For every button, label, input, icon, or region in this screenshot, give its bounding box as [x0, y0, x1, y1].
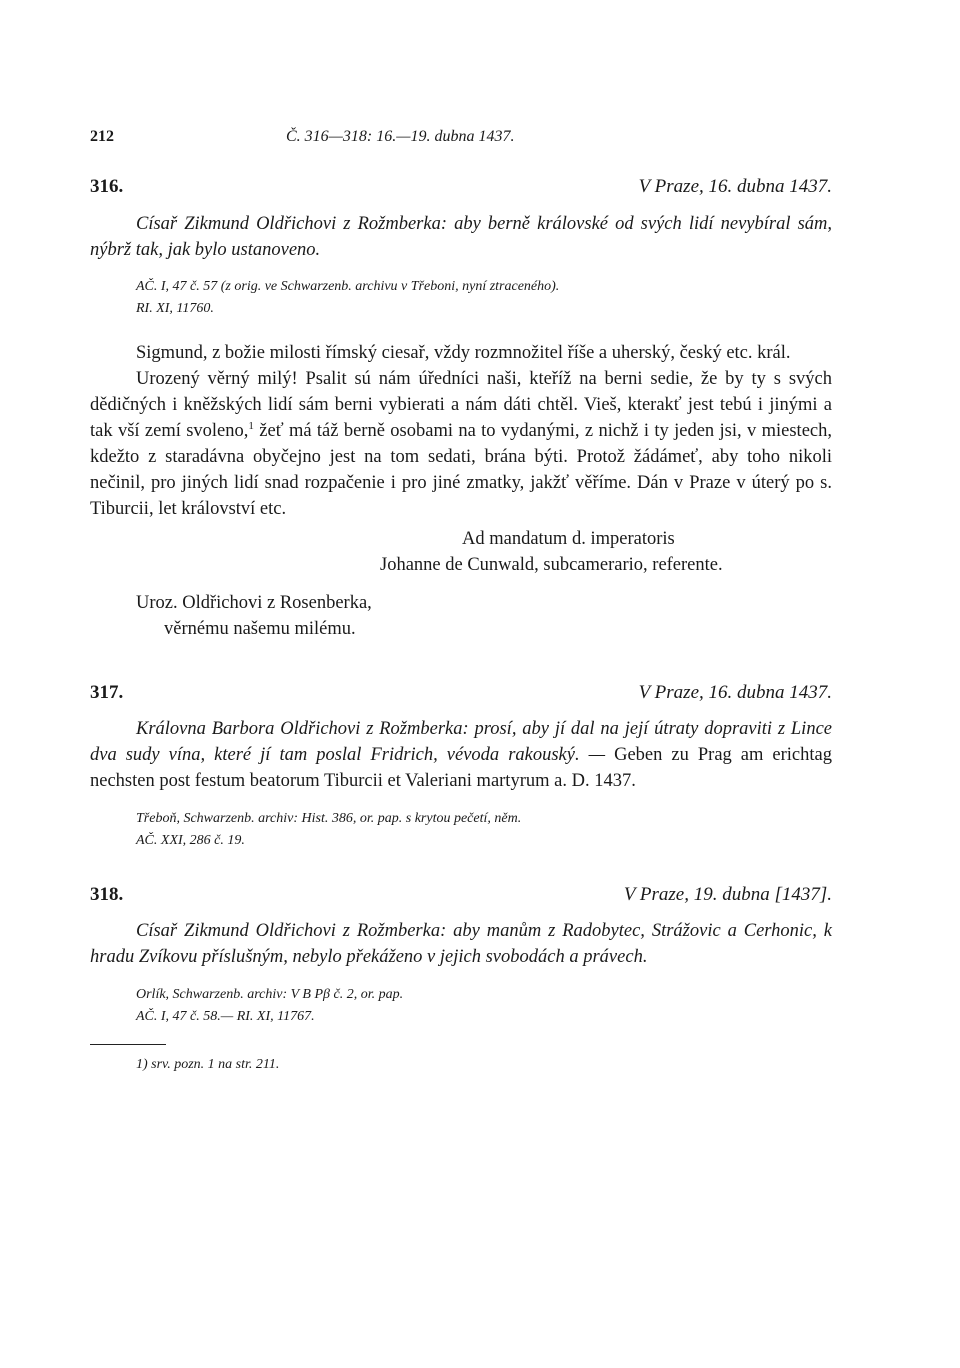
doc-316-body-part1: Urozený věrný milý! Psalit sú nám úředníci naši, kteříž na berni sedie, že by ty s svých dědičných i kněžských lidí sám berni vybierati a nám dáti chtěl. Vieš, kterakť jest tebú i jinými a tak vší zemí svoleno, — [90, 369, 832, 441]
doc-316-intitulatio: Sigmund, z božie milosti římský ciesař, vždy rozmnožitel říše a uherský, český etc. král. — [136, 343, 791, 363]
doc-316-place-date: V Praze, 16. dubna 1437. — [638, 176, 832, 197]
doc-317-source-line: Třeboň, Schwarzenb. archiv: Hist. 386, or. pap. s krytou pečetí, něm. — [136, 811, 522, 826]
footnote-mark: 1 — [248, 419, 254, 432]
doc-317-source-line: AČ. XXI, 286 č. 19. — [136, 833, 245, 848]
doc-317-source — [136, 808, 832, 852]
doc-316-signature-line2: Johanne de Cunwald, subcamerario, referente. — [380, 555, 723, 575]
doc-316-source-line: AČ. I, 47 č. 57 (z orig. ve Schwarzenb. archivu v Třeboni, nyní ztraceného). — [136, 279, 560, 294]
doc-316-address-line1: Uroz. Oldřichovi z Rosenberka, — [136, 593, 372, 613]
doc-318-regest: Císař Zikmund Oldřichovi z Rožmberka: aby manům z Radobytec, Strážovic a Cerhonic, k hradu Zvíkovu příslušným, nebylo překáženo v jejich svobodách a právech. — [90, 921, 832, 967]
running-header — [90, 128, 832, 150]
doc-316-body — [90, 366, 832, 522]
doc-318-source — [136, 984, 832, 1028]
doc-317-header — [90, 682, 832, 704]
doc-316-header — [90, 176, 832, 198]
doc-318-header — [90, 884, 832, 906]
doc-318-source-line: AČ. I, 47 č. 58.— RI. XI, 11767. — [136, 1009, 315, 1024]
footnote: 1) srv. pozn. 1 na str. 211. — [136, 1057, 280, 1072]
doc-316-regest: Císař Zikmund Oldřichovi z Rožmberka: aby berně královské od svých lidí nevybíral sám, nýbrž tak, jak bylo ustanoveno. — [90, 214, 832, 260]
doc-318-place-date: V Praze, 19. dubna [1437]. — [623, 884, 832, 905]
doc-317-german-text: Geben zu Prag am erichtag nechsten post festum beatorum Tiburcii et Valeriani martyrum a. D. 1437. — [90, 745, 832, 791]
running-title: Č. 316—318: 16.—19. dubna 1437. — [286, 128, 515, 145]
doc-317-regest-paragraph — [90, 716, 832, 794]
doc-317-number: 317. — [90, 682, 124, 703]
doc-318-number: 318. — [90, 884, 124, 905]
doc-317-place-date: V Praze, 16. dubna 1437. — [638, 682, 832, 703]
doc-316-address — [90, 590, 832, 642]
footnote-rule — [90, 1044, 166, 1045]
doc-316-address-line2: věrnému našemu milému. — [164, 619, 356, 639]
doc-317-regest: Královna Barbora Oldřichovi z Rožmberka: prosí, aby jí dal na její útraty dopraviti z Lince dva sudy vína, které jí tam poslal Fridrich, vévoda rakouský. — — [90, 719, 832, 765]
doc-316-source — [136, 276, 832, 320]
doc-316-body-part2: žeť má táž berně osobami na to vydanými, z nichž i ty jeden jsi, v miestech, kdežto z staradávna obyčejno jest na tom sedati, brána býti. Protož žádámeť, aby toho nikoli nečinil, pro jiných lidí snad rozpačenie i pro jiné zmatky, jakžť věříme. Dán v Praze v úterý po s. Tiburcii, let království etc. — [90, 421, 832, 519]
doc-316-source-line: RI. XI, 11760. — [136, 301, 214, 316]
document-page — [90, 128, 832, 1075]
doc-318-source-line: Orlík, Schwarzenb. archiv: V B Pβ č. 2, or. pap. — [136, 987, 404, 1002]
doc-316-number: 316. — [90, 176, 124, 197]
doc-316-signature-line1: Ad mandatum d. imperatoris — [462, 529, 675, 549]
doc-316-text — [90, 340, 832, 522]
page-number: 212 — [90, 128, 114, 145]
